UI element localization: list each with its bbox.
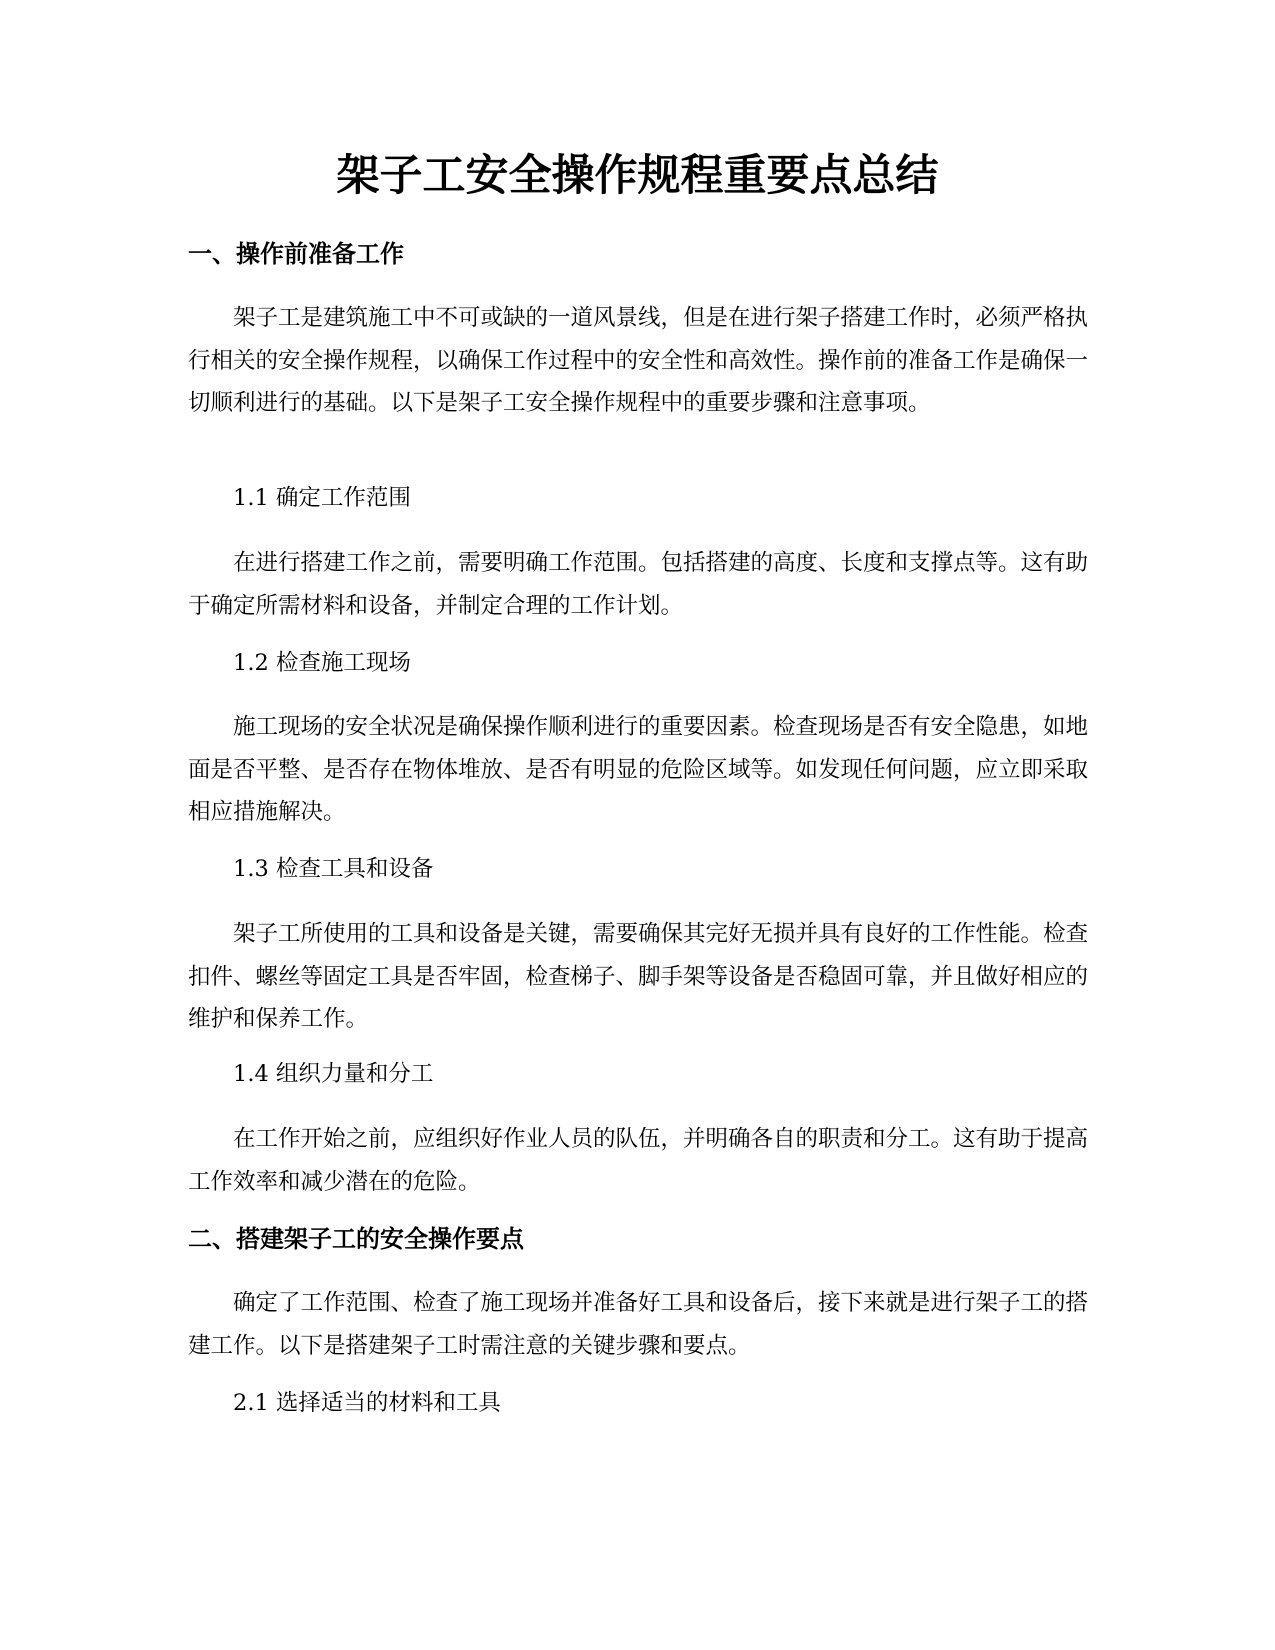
subsection-text-1-3: 架子工所使用的工具和设备是关键，需要确保其完好无损并具有良好的工作性能。检查扣件、螺丝等固定工具是否牢固，检查梯子、脚手架等设备是否稳固可靠，并且做好相应的维护和保养工作。	[188, 921, 1089, 1032]
subsection-heading-1-2: 1.2 检查施工现场	[233, 650, 411, 676]
subsection-text-1-1: 在进行搭建工作之前，需要明确工作范围。包括搭建的高度、长度和支撑点等。这有助于确定所需材料和设备，并制定合理的工作计划。	[188, 550, 1089, 619]
subsection-heading-2-1: 2.1 选择适当的材料和工具	[233, 1390, 501, 1416]
subsection-heading-1-3: 1.3 检查工具和设备	[233, 856, 434, 882]
section-heading-1: 一、操作前准备工作	[188, 240, 404, 268]
section-2-intro: 确定了工作范围、检查了施工现场并准备好工具和设备后，接下来就是进行架子工的搭建工作。以下是搭建架子工时需注意的关键步骤和要点。	[188, 1290, 1089, 1359]
section-heading-2: 二、搭建架子工的安全操作要点	[188, 1225, 524, 1253]
subsection-text-1-4: 在工作开始之前，应组织好作业人员的队伍，并明确各自的职责和分工。这有助于提高工作效率和减少潜在的危险。	[188, 1126, 1089, 1195]
subsection-heading-1-1: 1.1 确定工作范围	[233, 485, 411, 511]
section-1-intro: 架子工是建筑施工中不可或缺的一道风景线，但是在进行架子搭建工作时，必须严格执行相关的安全操作规程，以确保工作过程中的安全性和高效性。操作前的准备工作是确保一切顺利进行的基础。以下是架子工安全操作规程中的重要步骤和注意事项。	[188, 305, 1089, 416]
subsection-heading-1-4: 1.4 组织力量和分工	[233, 1061, 434, 1087]
document-title: 架子工安全操作规程重要点总结	[336, 151, 939, 201]
subsection-text-1-2: 施工现场的安全状况是确保操作顺利进行的重要因素。检查现场是否有安全隐患，如地面是否平整、是否存在物体堆放、是否有明显的危险区域等。如发现任何问题，应立即采取相应措施解决。	[188, 714, 1089, 825]
